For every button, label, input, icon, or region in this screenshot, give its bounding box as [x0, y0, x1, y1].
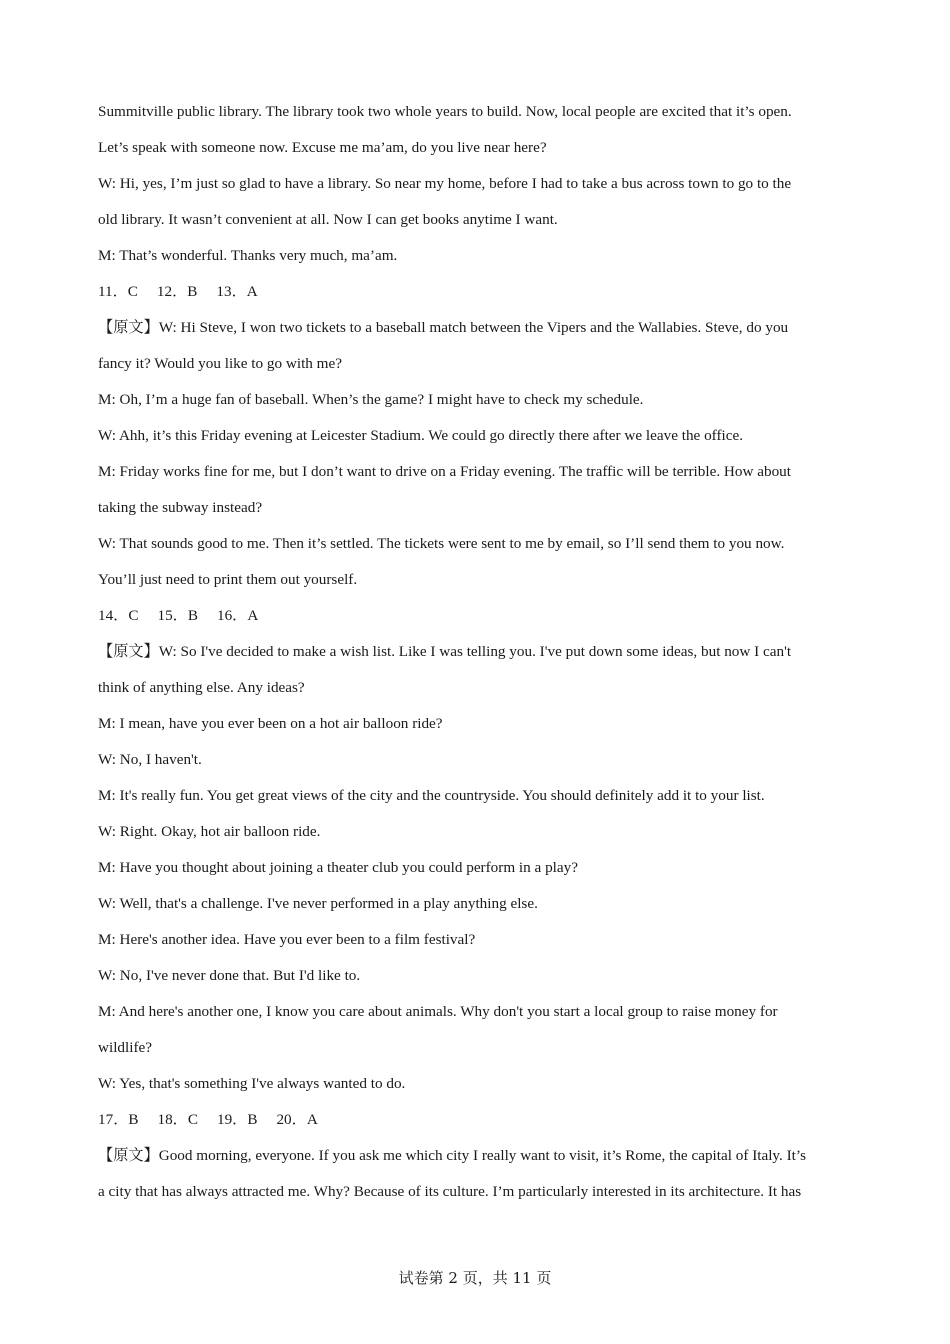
- text-line: 17．B 18．C 19．B 20．A: [98, 1111, 318, 1128]
- text-line: W: Hi, yes, I’m just so glad to have a library. So near my home, before I had to take a bus across town to go to the: [98, 175, 792, 192]
- text-line: W: Well, that's a challenge. I've never performed in a play anything else.: [98, 895, 538, 912]
- text-line: taking the subway instead?: [98, 499, 263, 516]
- text-line: W: That sounds good to me. Then it’s settled. The tickets were sent to me by email, so I’ll send them to you now.: [98, 535, 785, 552]
- text-line: fancy it? Would you like to go with me?: [98, 355, 342, 372]
- text-line: W: No, I've never done that. But I'd like to.: [98, 967, 361, 984]
- text-line: 【原文】W: So I've decided to make a wish list. Like I was telling you. I've put down some ideas, but now I can't: [98, 643, 792, 660]
- page-footer: 试卷第 2 页，共 11 页: [398, 1269, 552, 1287]
- text-line: W: Yes, that's something I've always wanted to do.: [98, 1075, 406, 1092]
- text-line: 14．C 15．B 16．A: [98, 607, 259, 624]
- text-line: M: Have you thought about joining a theater club you could perform in a play?: [98, 859, 578, 876]
- text-line: W: No, I haven't.: [98, 751, 202, 768]
- text-line: W: Right. Okay, hot air balloon ride.: [98, 823, 321, 840]
- text-line: M: That’s wonderful. Thanks very much, ma’am.: [98, 247, 398, 264]
- text-line: wildlife?: [98, 1039, 152, 1056]
- text-line: think of anything else. Any ideas?: [98, 679, 305, 696]
- text-line: 11．C 12．B 13．A: [98, 283, 258, 300]
- page-content: [98, 94, 858, 1210]
- text-line: a city that has always attracted me. Why? Because of its culture. I’m particularly interested in its architecture. It has: [98, 1183, 802, 1200]
- text-line: W: Ahh, it’s this Friday evening at Leicester Stadium. We could go directly there after we leave the office.: [98, 427, 744, 444]
- text-line: Summitville public library. The library took two whole years to build. Now, local people are excited that it’s open.: [98, 103, 792, 120]
- text-line: 【原文】Good morning, everyone. If you ask me which city I really want to visit, it’s Rome, the capital of Italy. It’s: [98, 1147, 807, 1164]
- text-line: M: I mean, have you ever been on a hot air balloon ride?: [98, 715, 443, 732]
- text-line: 【原文】W: Hi Steve, I won two tickets to a baseball match between the Vipers and the Wallabies. Steve, do you: [98, 319, 789, 336]
- text-line: You’ll just need to print them out yourself.: [98, 571, 358, 588]
- text-line: M: Oh, I’m a huge fan of baseball. When’s the game? I might have to check my schedule.: [98, 391, 644, 408]
- text-line: M: And here's another one, I know you care about animals. Why don't you start a local group to raise money for: [98, 1003, 778, 1020]
- text-line: Let’s speak with someone now. Excuse me ma’am, do you live near here?: [98, 139, 547, 156]
- text-line: old library. It wasn’t convenient at all. Now I can get books anytime I want.: [98, 211, 558, 228]
- text-line: M: It's really fun. You get great views of the city and the countryside. You should definitely add it to your list.: [98, 787, 765, 804]
- text-line: M: Friday works fine for me, but I don’t want to drive on a Friday evening. The traffic will be terrible. How about: [98, 463, 791, 480]
- text-line: M: Here's another idea. Have you ever been to a film festival?: [98, 931, 476, 948]
